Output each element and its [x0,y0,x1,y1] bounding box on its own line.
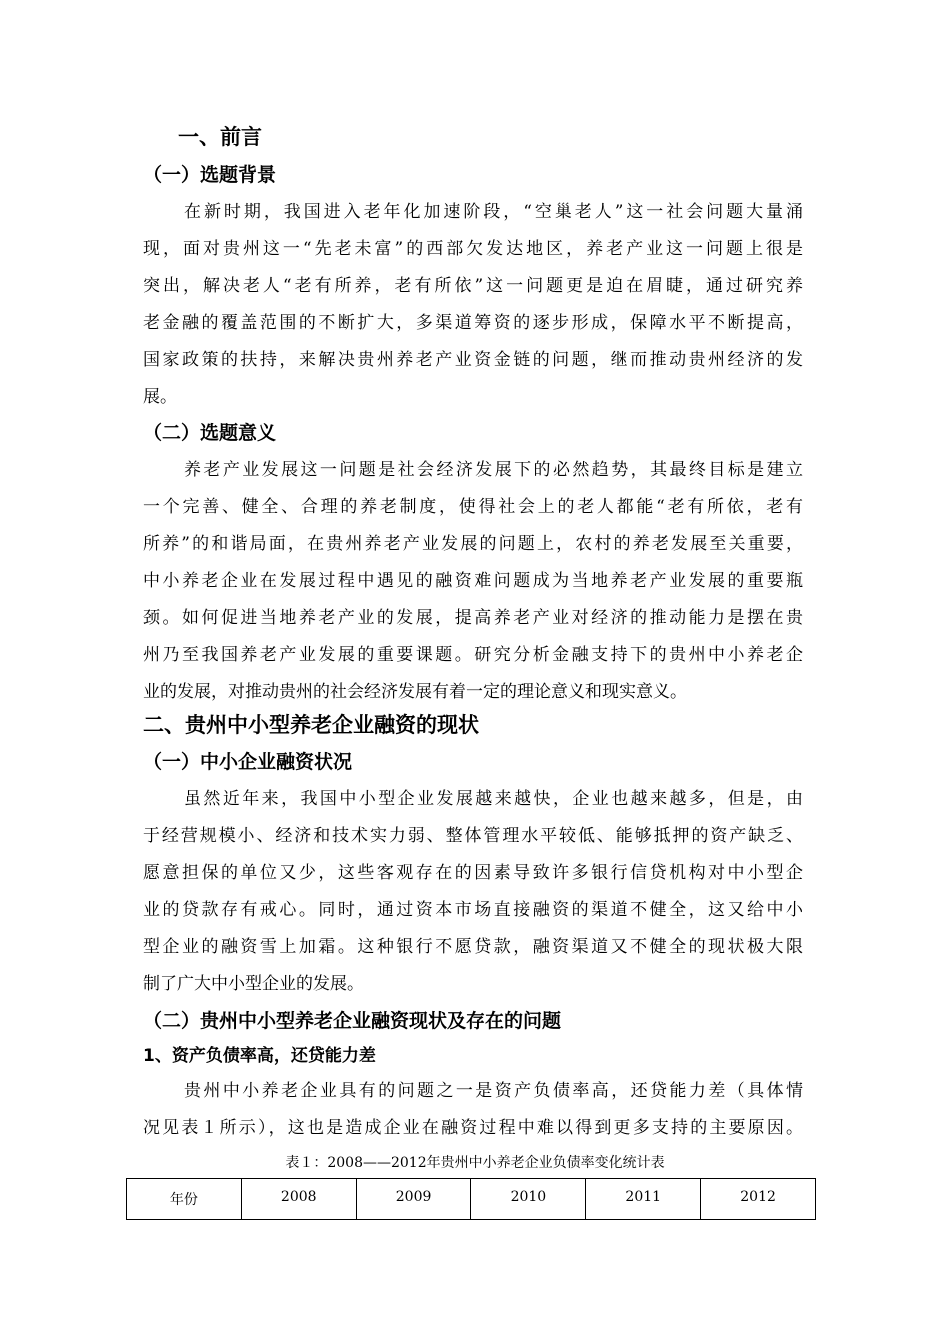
text-line: 贵州中小养老企业具有的问题之一是资产负债率高，还贷能力差（具体情 [184,1081,803,1101]
table-header-cell: 2009 [356,1179,471,1220]
table-header-cell: 2012 [701,1179,816,1220]
section-1-1-heading: （一）选题背景 [143,164,277,186]
text-line: 养老产业发展这一问题是社会经济发展下的必然趋势，其最终目标是建立 [184,460,803,480]
table-header-row [127,1179,816,1220]
text-line: 展。 [143,387,177,407]
text-line: 业的发展，对推动贵州的社会经济发展有着一定的理论意义和现实意义。 [143,682,687,702]
section-2-heading: 二、贵州中小型养老企业融资的现状 [143,713,479,737]
table-header-cell: 年份 [127,1179,242,1220]
section-2-2-1-heading: 1、资产负债率高，还贷能力差 [143,1046,376,1066]
section-1-1-paragraph [143,194,803,416]
table-header-cell: 2010 [471,1179,586,1220]
section-1-2-paragraph [143,452,803,711]
text-line: 颈。如何促进当地养老产业的发展，提高养老产业对经济的推动能力是摆在贵 [143,608,803,628]
text-line: 虽然近年来，我国中小型企业发展越来越快，企业也越来越多，但是，由 [184,789,803,809]
text-line: 中小养老企业在发展过程中遇见的融资难问题成为当地养老产业发展的重要瓶 [143,571,803,591]
text-line: 国家政策的扶持，来解决贵州养老产业资金链的问题，继而推动贵州经济的发 [143,350,803,370]
section-2-2-heading: （二）贵州中小型养老企业融资现状及存在的问题 [143,1010,562,1032]
section-1-2-heading: （二）选题意义 [143,422,277,444]
text-line: 况见表１所示），这也是造成企业在融资过程中难以得到更多支持的主要原因。 [143,1118,803,1138]
text-line: 现，面对贵州这一“先老未富”的西部欠发达地区，养老产业这一问题上很是 [143,239,803,259]
text-line: 一个完善、健全、合理的养老制度，使得社会上的老人都能“老有所依，老有 [143,497,803,517]
text-line: 制了广大中小型企业的发展。 [143,974,364,994]
text-line: 型企业的融资雪上加霜。这种银行不愿贷款，融资渠道又不健全的现状极大限 [143,937,803,957]
section-2-2-1-paragraph [143,1073,803,1147]
section-2-1-heading: （一）中小企业融资状况 [143,751,353,773]
text-line: 州乃至我国养老产业发展的重要课题。研究分析金融支持下的贵州中小养老企 [143,645,803,665]
text-line: 业的贷款存有戒心。同时，通过资本市场直接融资的渠道不健全，这又给中小 [143,900,803,920]
text-line: 愿意担保的单位又少，这些客观存在的因素导致许多银行信贷机构对中小型企 [143,863,803,883]
section-2-1-paragraph [143,781,803,1003]
text-line: 所养”的和谐局面，在贵州养老产业发展的问题上，农村的养老发展至关重要， [143,534,803,554]
table-header-cell: 2011 [586,1179,701,1220]
text-line: 在新时期，我国进入老年化加速阶段，“空巢老人”这一社会问题大量涌 [184,202,803,222]
debt-ratio-table [126,1178,816,1220]
text-line: 于经营规模小、经济和技术实力弱、整体管理水平较低、能够抵押的资产缺乏、 [143,826,803,846]
table-caption: 表１：2008——2012年贵州中小养老企业负债率变化统计表 [285,1155,665,1171]
text-line: 老金融的覆盖范围的不断扩大，多渠道筹资的逐步形成，保障水平不断提高， [143,313,803,333]
text-line: 突出，解决老人“老有所养，老有所依”这一问题更是迫在眉睫，通过研究养 [143,276,803,296]
table-header-cell: 2008 [241,1179,356,1220]
section-1-heading: 一、前言 [178,125,262,149]
